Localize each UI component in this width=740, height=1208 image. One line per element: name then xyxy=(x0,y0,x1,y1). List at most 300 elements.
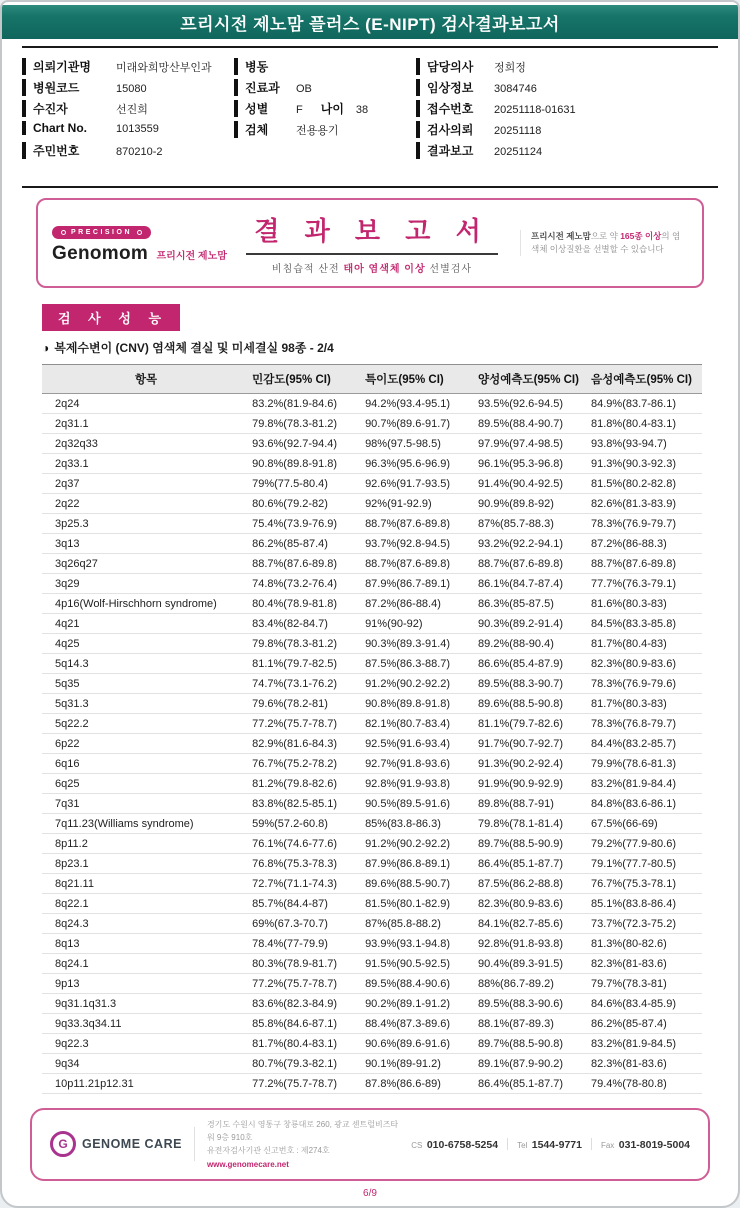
info-row xyxy=(22,58,234,78)
value-cell: 77.2%(75.7-78.7) xyxy=(250,1074,363,1094)
value-cell: 77.2%(75.7-78.7) xyxy=(250,714,363,734)
column-header: 특이도(95% CI) xyxy=(363,365,476,394)
value-cell: 88%(86.7-89.2) xyxy=(476,974,589,994)
item-cell: 4p16(Wolf-Hirschhorn syndrome) xyxy=(42,594,250,614)
item-cell: 9q34 xyxy=(42,1054,250,1074)
table-row xyxy=(42,574,702,594)
value-cell: 86.2%(85-87.4) xyxy=(589,1014,702,1034)
table-row xyxy=(42,954,702,974)
value-cell: 89.8%(88.7-91) xyxy=(476,794,589,814)
value-cell: 80.3%(78.9-81.7) xyxy=(250,954,363,974)
table-row xyxy=(42,434,702,454)
item-cell: 6p22 xyxy=(42,734,250,754)
value-cell: 84.9%(83.7-86.1) xyxy=(589,394,702,414)
badge-dot-icon xyxy=(61,230,66,235)
item-cell: 8q22.1 xyxy=(42,894,250,914)
contact-separator xyxy=(507,1138,508,1150)
item-cell: 3q29 xyxy=(42,574,250,594)
section-title-row xyxy=(42,304,698,331)
info-row xyxy=(234,100,416,120)
field-value: 3084746 xyxy=(494,83,537,95)
value-cell: 89.7%(88.5-90.8) xyxy=(476,1034,589,1054)
value-cell: 86.4%(85.1-87.7) xyxy=(476,854,589,874)
value-cell: 83.2%(81.9-84.5) xyxy=(589,1034,702,1054)
value-cell: 86.2%(85-87.4) xyxy=(250,534,363,554)
value-cell: 97.9%(97.4-98.5) xyxy=(476,434,589,454)
value-cell: 88.7%(87.6-89.8) xyxy=(250,554,363,574)
report-title: 프리시전 제노맘 플러스 (E-NIPT) 검사결과보고서 xyxy=(180,14,560,34)
value-cell: 92.8%(91.8-93.8) xyxy=(476,934,589,954)
value-cell: 81.8%(80.4-83.1) xyxy=(589,414,702,434)
value-cell: 86.6%(85.4-87.9) xyxy=(476,654,589,674)
item-cell: 7q31 xyxy=(42,794,250,814)
item-cell: 8q24.3 xyxy=(42,914,250,934)
value-cell: 59%(57.2-60.8) xyxy=(250,814,363,834)
table-row xyxy=(42,914,702,934)
value-cell: 79.4%(78-80.8) xyxy=(589,1074,702,1094)
value-cell: 93.9%(93.1-94.8) xyxy=(363,934,476,954)
value-cell: 90.2%(89.1-91.2) xyxy=(363,994,476,1014)
value-cell: 92.7%(91.8-93.6) xyxy=(363,754,476,774)
field-value: 20251118 xyxy=(494,125,542,137)
value-cell: 81.3%(80-82.6) xyxy=(589,934,702,954)
table-row xyxy=(42,534,702,554)
section-subtitle-text: 복제수변이 (CNV) 염색체 결실 및 미세결실 98종 - 2/4 xyxy=(54,341,334,355)
info-row xyxy=(416,142,718,162)
genomecare-logo-icon: G xyxy=(50,1131,76,1157)
table-row xyxy=(42,454,702,474)
address-line2: 유전자검사기관 신고번호 : 제274호 xyxy=(206,1146,330,1156)
result-report-header-box xyxy=(36,198,704,288)
table-row xyxy=(42,554,702,574)
value-cell: 89.5%(88.3-90.6) xyxy=(476,994,589,1014)
value-cell: 82.3%(81-83.6) xyxy=(589,1054,702,1074)
value-cell: 81.7%(80.3-83) xyxy=(589,694,702,714)
value-cell: 90.3%(89.2-91.4) xyxy=(476,614,589,634)
table-row xyxy=(42,1054,702,1074)
value-cell: 85.7%(84.4-87) xyxy=(250,894,363,914)
value-cell: 91%(90-92) xyxy=(363,614,476,634)
value-cell: 82.3%(80.9-83.6) xyxy=(589,654,702,674)
genomom-logo xyxy=(52,222,227,265)
value-cell: 88.4%(87.3-89.6) xyxy=(363,1014,476,1034)
value-cell: 90.5%(89.5-91.6) xyxy=(363,794,476,814)
subtitle-pre: 비침습적 산전 xyxy=(271,264,344,275)
item-cell: 5q35 xyxy=(42,674,250,694)
info-row xyxy=(22,121,234,141)
value-cell: 87.5%(86.2-88.8) xyxy=(476,874,589,894)
item-cell: 2q22 xyxy=(42,494,250,514)
value-cell: 92%(91-92.9) xyxy=(363,494,476,514)
table-row xyxy=(42,394,702,414)
field-value: 미래와희망산부인과 xyxy=(116,62,212,74)
value-cell: 93.5%(92.6-94.5) xyxy=(476,394,589,414)
info-row xyxy=(416,121,718,141)
info-row xyxy=(22,79,234,99)
value-cell: 72.7%(71.1-74.3) xyxy=(250,874,363,894)
value-cell: 81.1%(79.7-82.5) xyxy=(250,654,363,674)
value-cell: 75.4%(73.9-76.9) xyxy=(250,514,363,534)
value-cell: 89.6%(88.5-90.8) xyxy=(476,694,589,714)
value-cell: 76.8%(75.3-78.3) xyxy=(250,854,363,874)
value-cell: 79.9%(78.6-81.3) xyxy=(589,754,702,774)
item-cell: 5q22.2 xyxy=(42,714,250,734)
item-cell: 9q33.3q34.11 xyxy=(42,1014,250,1034)
field-label: 수진자 xyxy=(22,100,116,117)
value-cell: 83.2%(81.9-84.6) xyxy=(250,394,363,414)
field-label: 성별 xyxy=(234,100,296,117)
value-cell: 87%(85.7-88.3) xyxy=(476,514,589,534)
brand-name-korean: 프리시전 제노맘 xyxy=(156,250,227,262)
patient-info-section xyxy=(22,46,718,188)
item-cell: 8q24.1 xyxy=(42,954,250,974)
value-cell: 88.7%(87.6-89.8) xyxy=(589,554,702,574)
contact-label: Fax xyxy=(600,1141,615,1151)
promo-highlight: 165종 이상 xyxy=(620,230,662,241)
value-cell: 90.8%(89.8-91.8) xyxy=(250,454,363,474)
value-cell: 90.1%(89-91.2) xyxy=(363,1054,476,1074)
table-row xyxy=(42,774,702,794)
field-value: F xyxy=(296,104,303,116)
value-cell: 89.6%(88.5-90.7) xyxy=(363,874,476,894)
value-cell: 89.5%(88.4-90.6) xyxy=(363,974,476,994)
value-cell: 93.2%(92.2-94.1) xyxy=(476,534,589,554)
page-number: 6/9 xyxy=(363,1187,377,1199)
field-value: 20251124 xyxy=(494,146,543,158)
badge-dot-icon xyxy=(137,230,142,235)
item-cell: 3p25.3 xyxy=(42,514,250,534)
item-cell: 9q22.3 xyxy=(42,1034,250,1054)
company-name: GENOME CARE xyxy=(82,1137,182,1152)
value-cell: 91.9%(90.9-92.9) xyxy=(476,774,589,794)
result-report-subtitle xyxy=(234,260,510,275)
value-cell: 94.2%(93.4-95.1) xyxy=(363,394,476,414)
contact-label: CS xyxy=(411,1141,423,1151)
value-cell: 82.9%(81.6-84.3) xyxy=(250,734,363,754)
column-header: 항목 xyxy=(42,365,250,394)
patient-info-col2 xyxy=(234,57,416,162)
field-label: 의뢰기관명 xyxy=(22,58,116,75)
value-cell: 81.7%(80.4-83) xyxy=(589,634,702,654)
value-cell: 81.5%(80.1-82.9) xyxy=(363,894,476,914)
value-cell: 96.1%(95.3-96.8) xyxy=(476,454,589,474)
contact-value: 031-8019-5004 xyxy=(618,1139,690,1152)
table-row xyxy=(42,654,702,674)
value-cell: 91.7%(90.7-92.7) xyxy=(476,734,589,754)
field-value: 정희정 xyxy=(494,62,526,74)
value-cell: 90.3%(89.3-91.4) xyxy=(363,634,476,654)
item-cell: 2q32q33 xyxy=(42,434,250,454)
contact-label: Tel xyxy=(517,1141,528,1151)
website-link[interactable]: www.genomecare.net xyxy=(206,1159,289,1169)
value-cell: 79.8%(78.3-81.2) xyxy=(250,414,363,434)
section-subtitle xyxy=(42,339,698,356)
value-cell: 76.7%(75.2-78.2) xyxy=(250,754,363,774)
value-cell: 84.4%(83.2-85.7) xyxy=(589,734,702,754)
value-cell: 74.7%(73.1-76.2) xyxy=(250,674,363,694)
value-cell: 82.1%(80.7-83.4) xyxy=(363,714,476,734)
value-cell: 89.5%(88.4-90.7) xyxy=(476,414,589,434)
value-cell: 82.6%(81.3-83.9) xyxy=(589,494,702,514)
value-cell: 88.1%(87-89.3) xyxy=(476,1014,589,1034)
value-cell: 79.6%(78.2-81) xyxy=(250,694,363,714)
field-label: 검체 xyxy=(234,121,296,138)
address-line1: 경기도 수원시 영통구 창룡대로 260, 광교 센트럴비즈타워 9층 910호 xyxy=(206,1120,399,1143)
value-cell: 89.1%(87.9-90.2) xyxy=(476,1054,589,1074)
brand-line xyxy=(52,242,227,265)
field-value: 870210-2 xyxy=(116,146,163,158)
value-cell: 79.8%(78.1-81.4) xyxy=(476,814,589,834)
item-cell: 7q11.23(Williams syndrome) xyxy=(42,814,250,834)
table-row xyxy=(42,634,702,654)
field-label: 나이 xyxy=(320,102,344,116)
value-cell: 87.8%(86.6-89) xyxy=(363,1074,476,1094)
info-row xyxy=(22,100,234,120)
value-cell: 92.6%(91.7-93.5) xyxy=(363,474,476,494)
value-cell: 79.7%(78.3-81) xyxy=(589,974,702,994)
value-cell: 87.9%(86.7-89.1) xyxy=(363,574,476,594)
item-cell: 9q31.1q31.3 xyxy=(42,994,250,1014)
value-cell: 81.2%(79.8-82.6) xyxy=(250,774,363,794)
value-cell: 80.4%(78.9-81.8) xyxy=(250,594,363,614)
item-cell: 2q33.1 xyxy=(42,454,250,474)
table-row xyxy=(42,1034,702,1054)
value-cell: 85.8%(84.6-87.1) xyxy=(250,1014,363,1034)
item-cell: 10p11.21p12.31 xyxy=(42,1074,250,1094)
info-row xyxy=(234,79,416,99)
value-cell: 69%(67.3-70.7) xyxy=(250,914,363,934)
field-label: 주민번호 xyxy=(22,142,116,159)
column-header: 양성예측도(95% CI) xyxy=(476,365,589,394)
footer xyxy=(30,1108,710,1181)
patient-info-col1 xyxy=(22,57,234,162)
precision-label: PRECISION xyxy=(71,228,133,236)
field-value: 15080 xyxy=(116,83,147,95)
value-cell: 90.7%(89.6-91.7) xyxy=(363,414,476,434)
value-cell: 78.4%(77-79.9) xyxy=(250,934,363,954)
table-row xyxy=(42,474,702,494)
value-cell: 84.8%(83.6-86.1) xyxy=(589,794,702,814)
section-title-badge: 검 사 성 능 xyxy=(42,304,180,331)
value-cell: 76.7%(75.3-78.1) xyxy=(589,874,702,894)
value-cell: 87.2%(86-88.4) xyxy=(363,594,476,614)
value-cell: 81.1%(79.7-82.6) xyxy=(476,714,589,734)
value-cell: 89.5%(88.3-90.7) xyxy=(476,674,589,694)
value-cell: 77.2%(75.7-78.7) xyxy=(250,974,363,994)
table-row xyxy=(42,854,702,874)
value-cell: 76.1%(74.6-77.6) xyxy=(250,834,363,854)
value-cell: 84.1%(82.7-85.6) xyxy=(476,914,589,934)
item-cell: 5q31.3 xyxy=(42,694,250,714)
field-value: 38 xyxy=(355,104,369,116)
footer-address xyxy=(207,1118,399,1171)
value-cell: 88.7%(87.6-89.8) xyxy=(363,514,476,534)
field-label: 검사의뢰 xyxy=(416,121,494,138)
result-title-underline xyxy=(246,211,497,255)
value-cell: 85%(83.8-86.3) xyxy=(363,814,476,834)
value-cell: 78.3%(76.8-79.7) xyxy=(589,714,702,734)
table-row xyxy=(42,834,702,854)
table-row xyxy=(42,994,702,1014)
report-title-bar xyxy=(2,5,738,39)
footer-contacts xyxy=(411,1135,690,1153)
precision-badge xyxy=(52,226,151,239)
item-cell: 8p23.1 xyxy=(42,854,250,874)
value-cell: 81.6%(80.3-83) xyxy=(589,594,702,614)
value-cell: 82.3%(80.9-83.6) xyxy=(476,894,589,914)
value-cell: 86.1%(84.7-87.4) xyxy=(476,574,589,594)
value-cell: 90.4%(89.3-91.5) xyxy=(476,954,589,974)
table-row xyxy=(42,974,702,994)
value-cell: 77.7%(76.3-79.1) xyxy=(589,574,702,594)
value-cell: 87%(85.8-88.2) xyxy=(363,914,476,934)
table-row xyxy=(42,1014,702,1034)
value-cell: 80.7%(79.3-82.1) xyxy=(250,1054,363,1074)
table-row xyxy=(42,714,702,734)
subtitle-post: 선별검사 xyxy=(425,264,473,275)
field-value: 선진희 xyxy=(116,104,148,116)
table-row xyxy=(42,594,702,614)
value-cell: 78.3%(76.9-79.6) xyxy=(589,674,702,694)
info-row xyxy=(416,58,718,78)
table-row xyxy=(42,674,702,694)
contact-value: 1544-9771 xyxy=(531,1139,582,1152)
value-cell: 91.2%(90.2-92.2) xyxy=(363,674,476,694)
result-report-title: 결 과 보 고 서 xyxy=(254,216,490,246)
value-cell: 83.4%(82-84.7) xyxy=(250,614,363,634)
item-cell: 8q13 xyxy=(42,934,250,954)
genomecare-logo xyxy=(50,1131,182,1157)
value-cell: 91.4%(90.4-92.5) xyxy=(476,474,589,494)
value-cell: 81.5%(80.2-82.8) xyxy=(589,474,702,494)
subtitle-highlight: 태아 염색체 이상 xyxy=(343,264,426,275)
value-cell: 86.3%(85-87.5) xyxy=(476,594,589,614)
field-value: 전용용기 xyxy=(296,125,339,137)
item-cell: 4q21 xyxy=(42,614,250,634)
table-row xyxy=(42,814,702,834)
value-cell: 79.1%(77.7-80.5) xyxy=(589,854,702,874)
result-title-block xyxy=(234,211,510,275)
table-row xyxy=(42,874,702,894)
performance-table xyxy=(42,364,702,1094)
promo-brand: 프리시전 제노맘 xyxy=(531,230,591,241)
contact-tel xyxy=(517,1135,582,1153)
value-cell: 84.5%(83.3-85.8) xyxy=(589,614,702,634)
value-cell: 92.5%(91.6-93.4) xyxy=(363,734,476,754)
value-cell: 85.1%(83.8-86.4) xyxy=(589,894,702,914)
table-row xyxy=(42,894,702,914)
promo-post: 의 염색체 이상질환을 선별할 수 있습니다 xyxy=(531,230,681,254)
brand-name: Genomom xyxy=(52,242,149,264)
patient-info-col3 xyxy=(416,57,718,162)
value-cell: 83.6%(82.3-84.9) xyxy=(250,994,363,1014)
value-cell: 79%(77.5-80.4) xyxy=(250,474,363,494)
value-cell: 87.5%(86.3-88.7) xyxy=(363,654,476,674)
value-cell: 87.2%(86-88.3) xyxy=(589,534,702,554)
info-row xyxy=(234,121,416,141)
value-cell: 88.7%(87.6-89.8) xyxy=(476,554,589,574)
field-label: 병동 xyxy=(234,58,296,75)
table-row xyxy=(42,794,702,814)
value-cell: 82.3%(81-83.6) xyxy=(589,954,702,974)
column-header: 음성예측도(95% CI) xyxy=(589,365,702,394)
contact-separator xyxy=(591,1138,592,1150)
value-cell: 73.7%(72.3-75.2) xyxy=(589,914,702,934)
footer-divider xyxy=(194,1127,195,1161)
value-cell: 84.6%(83.4-85.9) xyxy=(589,994,702,1014)
value-cell: 91.5%(90.5-92.5) xyxy=(363,954,476,974)
value-cell: 96.3%(95.6-96.9) xyxy=(363,454,476,474)
contact-cs xyxy=(411,1135,498,1153)
item-cell: 5q14.3 xyxy=(42,654,250,674)
value-cell: 93.7%(92.8-94.5) xyxy=(363,534,476,554)
contact-fax xyxy=(601,1135,690,1153)
field-value: 20251118-01631 xyxy=(494,104,576,116)
value-cell: 90.8%(89.8-91.8) xyxy=(363,694,476,714)
item-cell: 8q21.11 xyxy=(42,874,250,894)
value-cell: 79.2%(77.9-80.6) xyxy=(589,834,702,854)
table-row xyxy=(42,414,702,434)
field-label: 접수번호 xyxy=(416,100,494,117)
value-cell: 88.7%(87.6-89.8) xyxy=(363,554,476,574)
value-cell: 89.2%(88-90.4) xyxy=(476,634,589,654)
item-cell: 2q24 xyxy=(42,394,250,414)
table-row xyxy=(42,1074,702,1094)
item-cell: 4q25 xyxy=(42,634,250,654)
table-row xyxy=(42,934,702,954)
field-value: 1013559 xyxy=(116,123,159,135)
value-cell: 78.3%(76.9-79.7) xyxy=(589,514,702,534)
value-cell: 90.9%(89.8-92) xyxy=(476,494,589,514)
info-row xyxy=(234,58,416,78)
value-cell: 89.7%(88.5-90.9) xyxy=(476,834,589,854)
value-cell: 92.8%(91.9-93.8) xyxy=(363,774,476,794)
value-cell: 79.8%(78.3-81.2) xyxy=(250,634,363,654)
table-header-row xyxy=(42,365,702,394)
promo-mid: 으로 약 xyxy=(590,230,621,241)
value-cell: 83.8%(82.5-85.1) xyxy=(250,794,363,814)
value-cell: 91.3%(90.2-92.4) xyxy=(476,754,589,774)
info-row xyxy=(22,142,234,162)
item-cell: 3q26q27 xyxy=(42,554,250,574)
value-cell: 74.8%(73.2-76.4) xyxy=(250,574,363,594)
info-row xyxy=(416,79,718,99)
table-row xyxy=(42,494,702,514)
field-label: 결과보고 xyxy=(416,142,494,159)
field-label: 진료과 xyxy=(234,79,296,96)
field-label: 임상정보 xyxy=(416,79,494,96)
item-cell: 2q37 xyxy=(42,474,250,494)
value-cell: 86.4%(85.1-87.7) xyxy=(476,1074,589,1094)
item-cell: 2q31.1 xyxy=(42,414,250,434)
field-value: OB xyxy=(296,83,312,95)
table-row xyxy=(42,734,702,754)
item-cell: 6q25 xyxy=(42,774,250,794)
contact-value: 010-6758-5254 xyxy=(426,1139,499,1152)
value-cell: 80.6%(79.2-82) xyxy=(250,494,363,514)
performance-table-body xyxy=(42,394,702,1094)
field-label: 병원코드 xyxy=(22,79,116,96)
info-row xyxy=(416,100,718,120)
item-cell: 6q16 xyxy=(42,754,250,774)
half-circle-icon: ◑ xyxy=(42,340,50,355)
value-cell: 87.9%(86.8-89.1) xyxy=(363,854,476,874)
table-row xyxy=(42,694,702,714)
field-label: 담당의사 xyxy=(416,58,494,75)
table-row xyxy=(42,614,702,634)
table-row xyxy=(42,514,702,534)
value-cell: 83.2%(81.9-84.4) xyxy=(589,774,702,794)
